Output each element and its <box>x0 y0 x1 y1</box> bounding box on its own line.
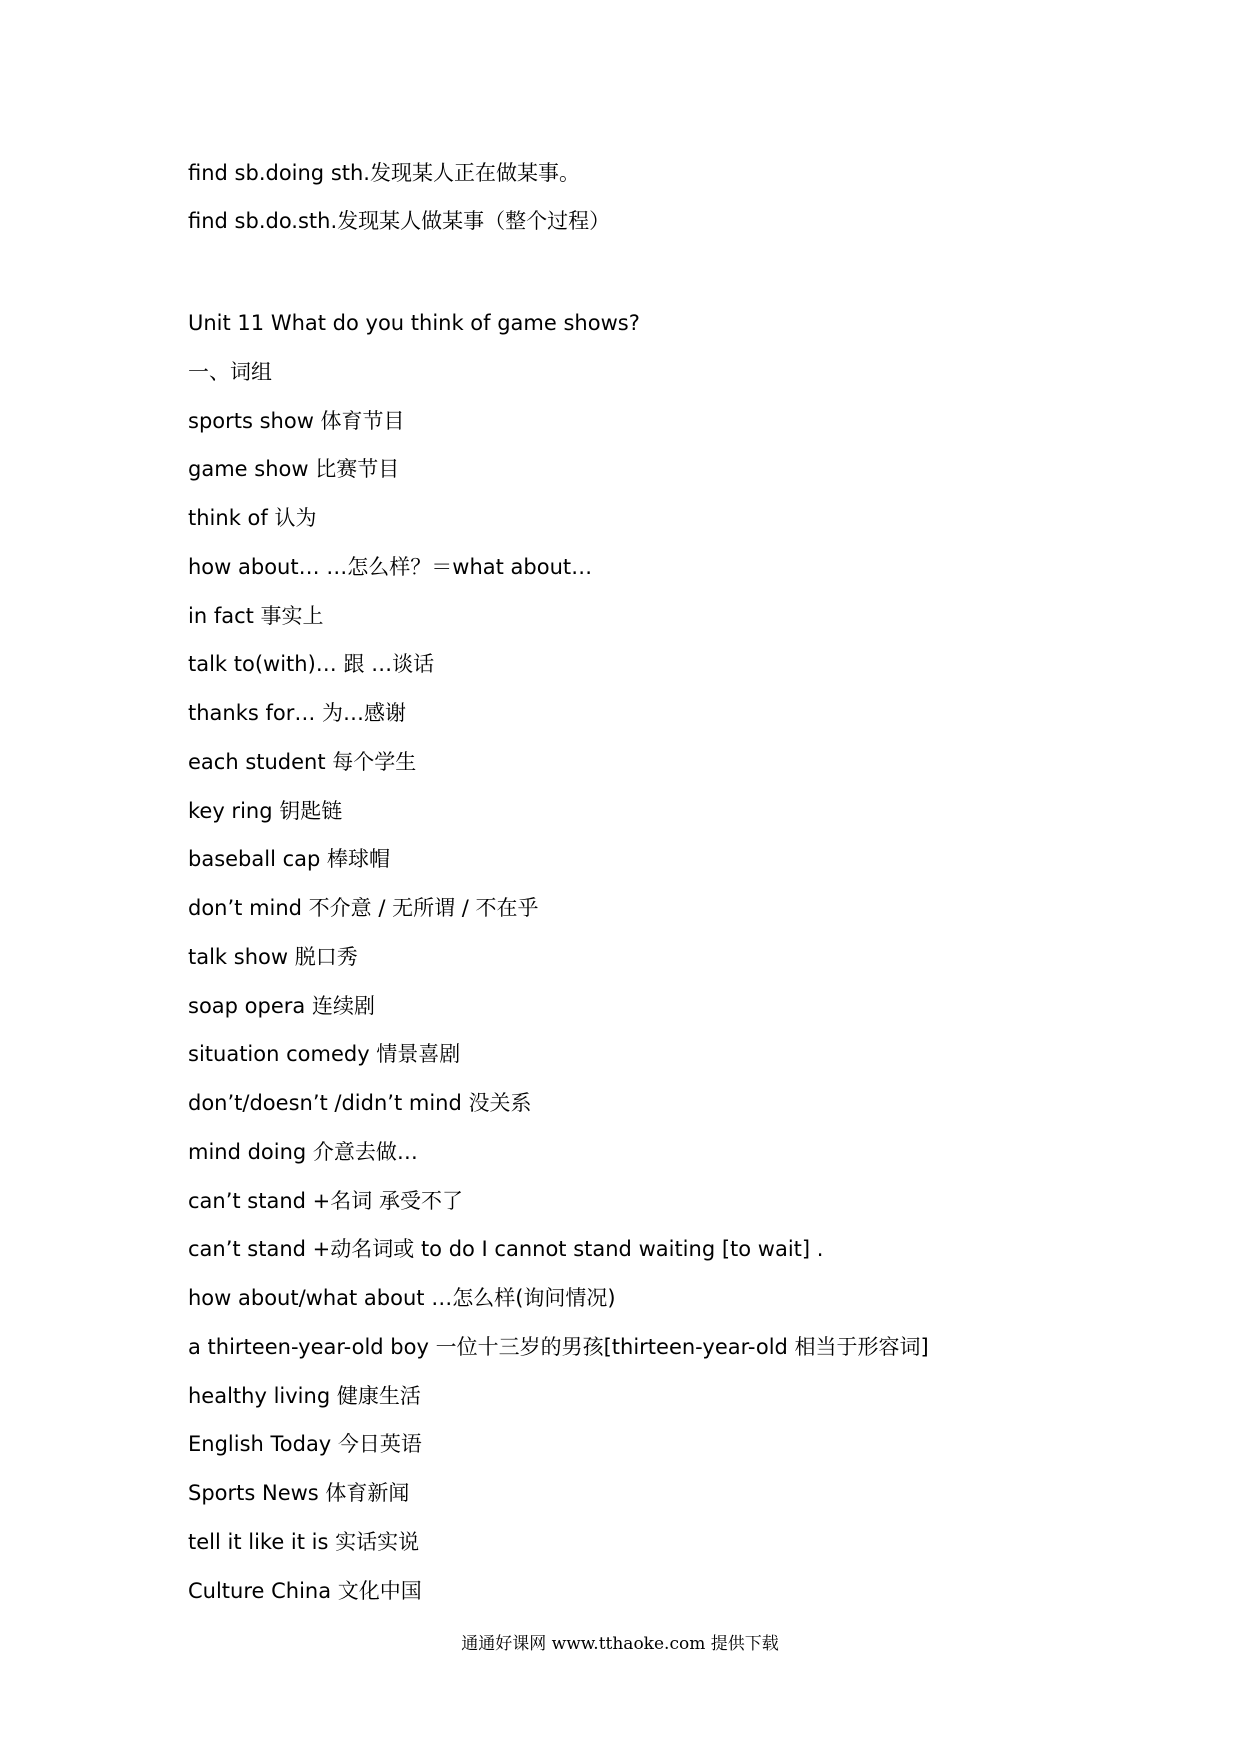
phrase-line: game show 比赛节目 <box>188 457 400 482</box>
phrase-line: talk to(with)… 跟 …谈话 <box>188 652 435 677</box>
phrase-line: can’t stand +名词 承受不了 <box>188 1188 463 1213</box>
phrase-line: English Today 今日英语 <box>188 1432 422 1457</box>
page-footer: 通通好课网 www.tthaoke.com 提供下载 <box>461 1634 779 1654</box>
phrase-line: Sports News 体育新闻 <box>188 1481 410 1505</box>
phrase-line: think of 认为 <box>188 506 317 530</box>
intro-notes <box>188 158 610 254</box>
phrase-line: how about/what about …怎么样(询问情况) <box>188 1286 616 1310</box>
phrase-line: how about… …怎么样？＝what about… <box>188 554 593 579</box>
unit-title: Unit 11 What do you think of game shows? <box>188 311 640 335</box>
phrase-line: situation comedy 情景喜剧 <box>188 1042 461 1067</box>
phrase-line: each student 每个学生 <box>188 749 417 774</box>
note-line: find sb.doing sth.发现某人正在做某事。 <box>188 161 580 185</box>
phrase-line: don’t mind 不介意 / 无所谓 / 不在乎 <box>188 896 539 920</box>
phrase-line: healthy living 健康生活 <box>188 1383 421 1408</box>
phrase-line: sports show 体育节目 <box>188 408 405 433</box>
phrase-line: mind doing 介意去做… <box>188 1139 418 1164</box>
section-heading: 一、词组 <box>188 359 272 384</box>
phrase-line: don’t/doesn’t /didn’t mind 没关系 <box>188 1091 532 1115</box>
phrase-line: soap opera 连续剧 <box>188 993 375 1018</box>
phrase-line: thanks for… 为…感谢 <box>188 701 407 725</box>
phrase-line: talk show 脱口秀 <box>188 944 358 969</box>
phrase-line: can’t stand +动名词或 to do I cannot stand waiting [to wait] . <box>188 1237 824 1262</box>
phrase-line: key ring 钥匙链 <box>188 798 343 823</box>
phrase-line: in fact 事实上 <box>188 603 324 628</box>
unit-section <box>188 308 929 1624</box>
phrase-line: baseball cap 棒球帽 <box>188 847 391 872</box>
phrase-line: Culture China 文化中国 <box>188 1578 422 1603</box>
note-line: find sb.do.sth.发现某人做某事（整个过程） <box>188 209 611 233</box>
phrase-line: tell it like it is 实话实说 <box>188 1529 420 1554</box>
phrase-line: a thirteen-year-old boy 一位十三岁的男孩[thirteen-year-old 相当于形容词] <box>188 1334 929 1359</box>
